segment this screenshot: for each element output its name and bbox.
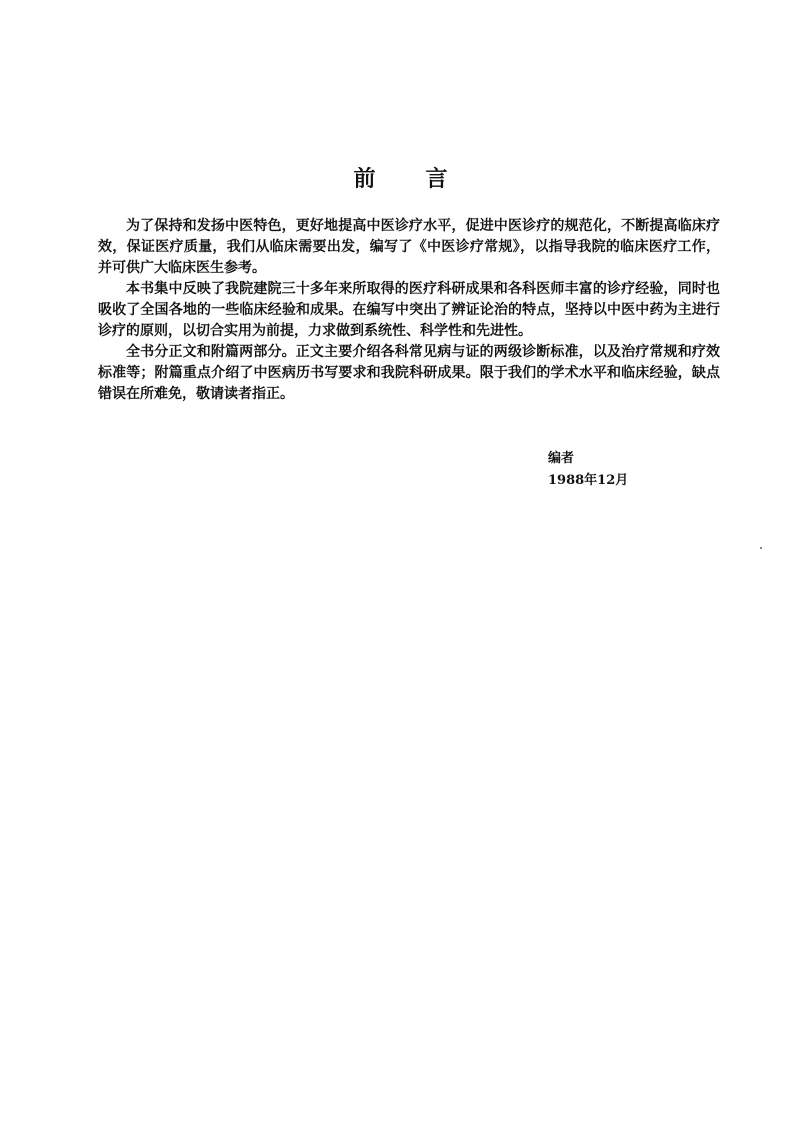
preface-body — [98, 216, 720, 405]
paragraph-1: 为了保持和发扬中医特色，更好地提高中医诊疗水平，促进中医诊疗的规范化，不断提高临床疗效，保证医疗质量，我们从临床需要出发，编写了《中医诊疗常规》，以指导我院的临床医疗工作，并可供广大临床医生参考。 — [98, 218, 720, 276]
signature-date: 1988年12月 — [548, 473, 629, 488]
signature-author: 编者 — [548, 451, 575, 466]
page-title — [0, 162, 801, 193]
paragraph-3: 全书分正文和附篇两部分。正文主要介绍各科常见病与证的两级诊断标准，以及治疗常规和疗效标准等；附篇重点介绍了中医病历书写要求和我院科研成果。限于我们的学术水平和临床经验，缺点错误在所难免，敬请读者指正。 — [98, 344, 720, 402]
signature-block — [548, 448, 628, 492]
title-char-1: 前 — [353, 166, 376, 192]
scan-speck — [760, 547, 762, 549]
title-char-2: 言 — [425, 166, 448, 192]
paragraph-2: 本书集中反映了我院建院三十多年来所取得的医疗科研成果和各科医师丰富的诊疗经验，同时也吸收了全国各地的一些临床经验和成果。在编写中突出了辨证论治的特点，坚持以中医中药为主进行诊疗的原则，以切合实用为前提，力求做到系统性、科学性和先进性。 — [98, 281, 720, 339]
